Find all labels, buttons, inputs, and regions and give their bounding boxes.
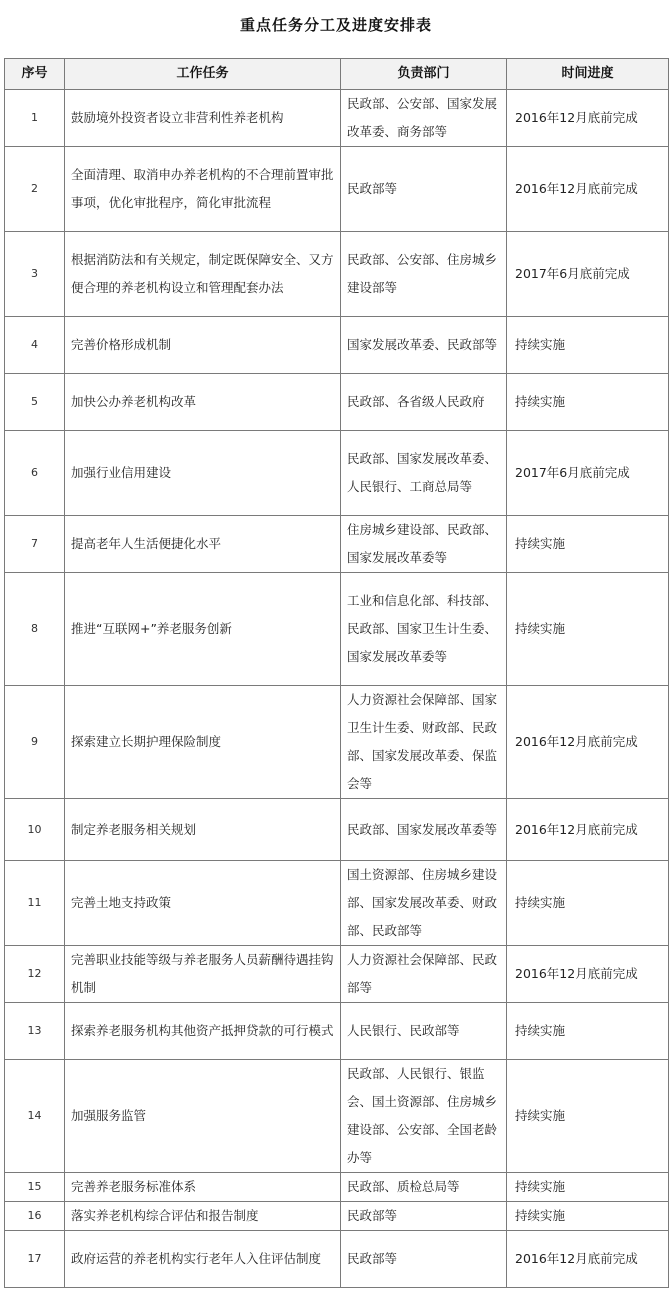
row-dept: 民政部、公安部、国家发展改革委、商务部等 [341, 90, 507, 147]
table-row [5, 1231, 669, 1288]
row-task: 完善价格形成机制 [65, 317, 341, 374]
header-task: 工作任务 [65, 59, 341, 90]
row-task: 加强行业信用建设 [65, 431, 341, 516]
page-title: 重点任务分工及进度安排表 [239, 16, 432, 34]
row-num: 6 [5, 431, 65, 516]
row-dept: 民政部、各省级人民政府 [341, 374, 507, 431]
row-dept: 民政部、人民银行、银监会、国土资源部、住房城乡建设部、公安部、全国老龄办等 [341, 1060, 507, 1173]
table-row [5, 686, 669, 799]
row-time: 持续实施 [507, 317, 669, 374]
header-dept: 负责部门 [341, 59, 507, 90]
row-dept: 民政部等 [341, 1202, 507, 1231]
table-row [5, 573, 669, 686]
table-row [5, 317, 669, 374]
row-dept: 民政部等 [341, 1231, 507, 1288]
table-row [5, 147, 669, 232]
row-num: 5 [5, 374, 65, 431]
row-num: 3 [5, 232, 65, 317]
table-row [5, 1003, 669, 1060]
row-task: 落实养老机构综合评估和报告制度 [65, 1202, 341, 1231]
row-task: 完善土地支持政策 [65, 861, 341, 946]
row-dept: 国家发展改革委、民政部等 [341, 317, 507, 374]
row-num: 14 [5, 1060, 65, 1173]
row-dept: 民政部、质检总局等 [341, 1173, 507, 1202]
table-row [5, 1173, 669, 1202]
row-num: 2 [5, 147, 65, 232]
row-task: 推进“互联网+”养老服务创新 [65, 573, 341, 686]
row-time: 持续实施 [507, 573, 669, 686]
row-dept: 民政部、国家发展改革委、人民银行、工商总局等 [341, 431, 507, 516]
table-row [5, 1060, 669, 1173]
row-time: 2016年12月底前完成 [507, 1231, 669, 1288]
row-time: 2016年12月底前完成 [507, 90, 669, 147]
row-task: 探索养老服务机构其他资产抵押贷款的可行模式 [65, 1003, 341, 1060]
task-table [4, 58, 669, 1288]
row-time: 2017年6月底前完成 [507, 232, 669, 317]
row-num: 9 [5, 686, 65, 799]
row-dept: 民政部、国家发展改革委等 [341, 799, 507, 861]
row-task: 全面清理、取消申办养老机构的不合理前置审批事项，优化审批程序，简化审批流程 [65, 147, 341, 232]
row-time: 持续实施 [507, 1202, 669, 1231]
row-time: 2016年12月底前完成 [507, 147, 669, 232]
row-dept: 工业和信息化部、科技部、民政部、国家卫生计生委、国家发展改革委等 [341, 573, 507, 686]
row-time: 持续实施 [507, 374, 669, 431]
row-time: 2016年12月底前完成 [507, 946, 669, 1003]
table-row [5, 1202, 669, 1231]
row-num: 11 [5, 861, 65, 946]
table-row [5, 946, 669, 1003]
row-task: 完善养老服务标准体系 [65, 1173, 341, 1202]
table-row [5, 374, 669, 431]
row-num: 4 [5, 317, 65, 374]
header-num: 序号 [5, 59, 65, 90]
row-dept: 人力资源社会保障部、民政部等 [341, 946, 507, 1003]
row-task: 探索建立长期护理保险制度 [65, 686, 341, 799]
row-task: 政府运营的养老机构实行老年人入住评估制度 [65, 1231, 341, 1288]
row-task: 加快公办养老机构改革 [65, 374, 341, 431]
row-time: 2016年12月底前完成 [507, 686, 669, 799]
row-task: 加强服务监管 [65, 1060, 341, 1173]
table-row [5, 861, 669, 946]
row-dept: 住房城乡建设部、民政部、国家发展改革委等 [341, 516, 507, 573]
row-time: 持续实施 [507, 861, 669, 946]
row-time: 2017年6月底前完成 [507, 431, 669, 516]
row-num: 12 [5, 946, 65, 1003]
row-time: 持续实施 [507, 1003, 669, 1060]
row-time: 持续实施 [507, 516, 669, 573]
row-num: 7 [5, 516, 65, 573]
table-row [5, 431, 669, 516]
table-header-row [5, 59, 669, 90]
row-task: 鼓励境外投资者设立非营利性养老机构 [65, 90, 341, 147]
table-row [5, 516, 669, 573]
row-dept: 人民银行、民政部等 [341, 1003, 507, 1060]
row-task: 根据消防法和有关规定，制定既保障安全、又方便合理的养老机构设立和管理配套办法 [65, 232, 341, 317]
table-row [5, 90, 669, 147]
row-num: 8 [5, 573, 65, 686]
row-time: 持续实施 [507, 1060, 669, 1173]
row-task: 完善职业技能等级与养老服务人员薪酬待遇挂钩机制 [65, 946, 341, 1003]
row-time: 持续实施 [507, 1173, 669, 1202]
table-row [5, 799, 669, 861]
row-num: 10 [5, 799, 65, 861]
header-time: 时间进度 [507, 59, 669, 90]
row-dept: 国土资源部、住房城乡建设部、国家发展改革委、财政部、民政部等 [341, 861, 507, 946]
table-row [5, 232, 669, 317]
row-task: 提高老年人生活便捷化水平 [65, 516, 341, 573]
row-num: 17 [5, 1231, 65, 1288]
row-task: 制定养老服务相关规划 [65, 799, 341, 861]
row-num: 15 [5, 1173, 65, 1202]
row-num: 13 [5, 1003, 65, 1060]
row-num: 16 [5, 1202, 65, 1231]
row-time: 2016年12月底前完成 [507, 799, 669, 861]
row-num: 1 [5, 90, 65, 147]
row-dept: 民政部等 [341, 147, 507, 232]
row-dept: 民政部、公安部、住房城乡建设部等 [341, 232, 507, 317]
row-dept: 人力资源社会保障部、国家卫生计生委、财政部、民政部、国家发展改革委、保监会等 [341, 686, 507, 799]
